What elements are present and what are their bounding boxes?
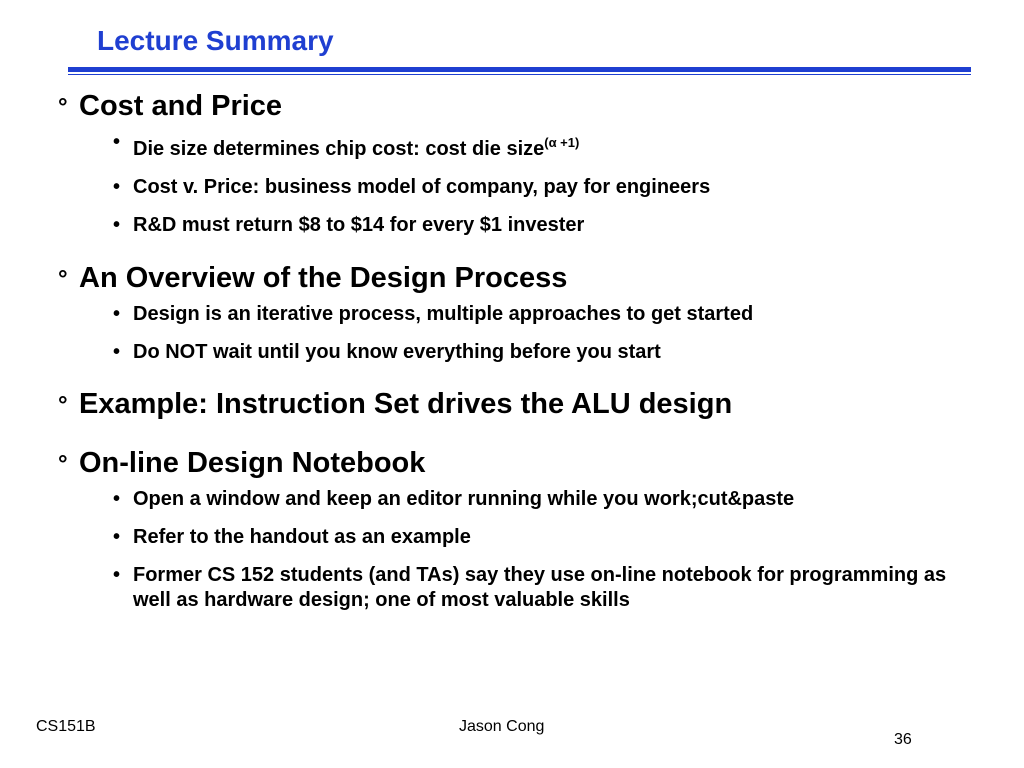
footer-author: Jason Cong	[459, 718, 545, 735]
section-design-process	[58, 260, 988, 365]
bullet-marker: •	[113, 131, 121, 153]
bullet-list	[58, 130, 988, 238]
list-item	[113, 525, 988, 550]
list-item	[113, 487, 988, 512]
page-number: 36	[894, 731, 912, 748]
title-rule-thin	[68, 74, 971, 75]
list-item-text: Die size determines chip cost: cost die size	[133, 138, 545, 160]
list-item-text: Design is an iterative process, multiple approaches to get started	[133, 303, 754, 325]
bullet-marker: •	[113, 526, 121, 548]
bullet-marker: •	[113, 176, 121, 198]
list-item	[113, 340, 988, 365]
section-marker: °	[58, 94, 68, 121]
section-heading: Example: Instruction Set drives the ALU design	[79, 388, 733, 420]
slide-body	[58, 88, 988, 626]
section-alu-example	[58, 386, 988, 424]
section-design-notebook	[58, 445, 988, 613]
list-item-text: Former CS 152 students (and TAs) say they use on-line notebook for programming as well as hardware design; one of most valuable skills	[133, 564, 947, 611]
bullet-marker: •	[113, 341, 121, 363]
bullet-marker: •	[113, 214, 121, 236]
list-item	[113, 130, 988, 162]
bullet-list	[58, 487, 988, 613]
section-cost-and-price	[58, 88, 988, 238]
list-item	[113, 175, 988, 200]
section-heading: Cost and Price	[79, 90, 283, 122]
list-item	[113, 563, 988, 613]
bullet-marker: •	[113, 564, 121, 586]
bullet-marker: •	[113, 303, 121, 325]
bullet-list	[58, 302, 988, 365]
slide-title: Lecture Summary	[97, 25, 334, 56]
list-item-text: Open a window and keep an editor running while you work;cut&paste	[133, 488, 795, 510]
section-heading: On-line Design Notebook	[79, 447, 426, 479]
list-item	[113, 213, 988, 238]
list-item-text: R&D must return $8 to $14 for every $1 invester	[133, 214, 585, 236]
section-marker: °	[58, 266, 68, 293]
superscript-exponent: (α +1)	[544, 135, 580, 150]
list-item-text: Cost v. Price: business model of company, pay for engineers	[133, 176, 711, 198]
list-item-text: Do NOT wait until you know everything before you start	[133, 341, 661, 363]
bullet-marker: •	[113, 488, 121, 510]
footer-course: CS151B	[36, 718, 96, 735]
section-marker: °	[58, 392, 68, 419]
list-item	[113, 302, 988, 327]
title-rule-thick	[68, 67, 971, 72]
section-heading: An Overview of the Design Process	[79, 262, 568, 294]
list-item-text: Refer to the handout as an example	[133, 526, 471, 548]
section-marker: °	[58, 451, 68, 478]
